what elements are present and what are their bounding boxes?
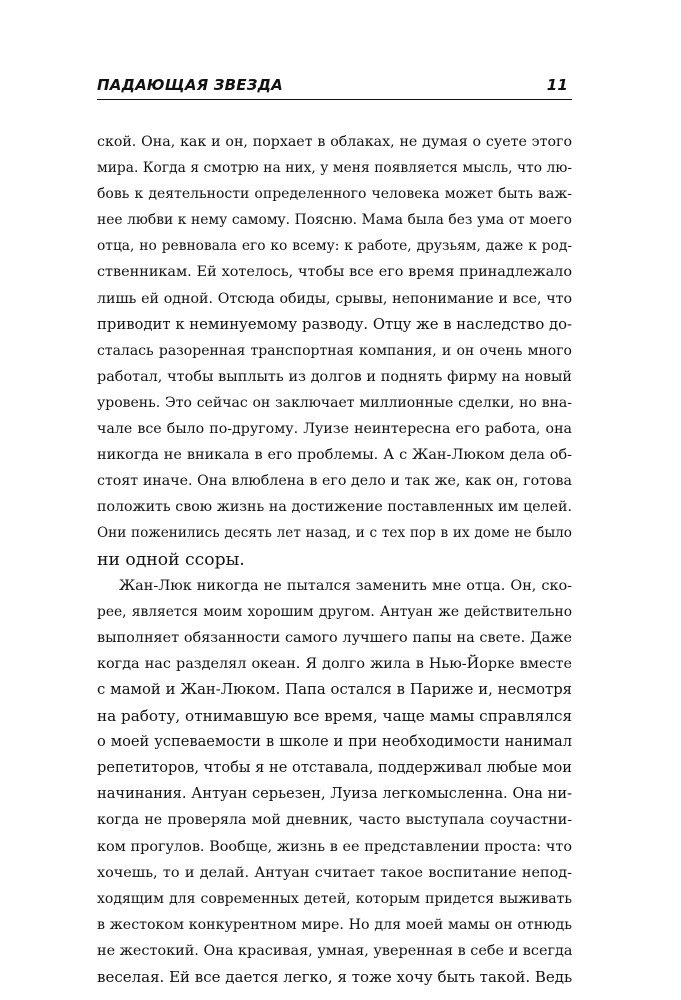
text-line: стоят иначе. Она влюблена в его дело и так же, как он, готова <box>97 473 572 490</box>
text-line: репетиторов, чтобы я не отставала, поддерживал любые мои <box>97 759 572 777</box>
text-line: когда не проверяла мой дневник, часто выступала соучастни- <box>97 812 572 829</box>
text-line: Жан-Люк никогда не пытался заменить мне отца. Он, ско- <box>119 577 572 594</box>
text-line: уровень. Это сейчас он заключает миллионные сделки, но вна- <box>97 394 572 411</box>
text-line: чале все было по-другому. Луизе неинтересна его работа, она <box>97 421 572 438</box>
text-line: когда нас разделял океан. Я долго жила в Нью-Йорке вместе <box>97 655 572 672</box>
text-line: приводит к неминуемому разводу. Отцу же в наследство до- <box>97 315 572 333</box>
text-line: ком прогулов. Вообще, жизнь в ее представлении проста: что <box>97 838 572 855</box>
text-line: бовь к деятельности определенного человека может быть важ- <box>97 186 572 203</box>
text-line: на работу, отнимавшую все время, чаще мамы справлялся <box>97 707 572 726</box>
text-line: положить свою жизнь на достижение поставленных им целей. <box>97 499 572 516</box>
text-line: никогда не вникала в его проблемы. А с Жан-Люком дела об- <box>97 447 572 464</box>
chapter-title: ПАДАЮЩАЯ ЗВЕЗДА <box>97 76 283 94</box>
text-line: нее любви к нему самому. Поясню. Мама была без ума от моего <box>97 212 572 229</box>
text-line: не жестокий. Она красивая, умная, уверенная в себе и всегда <box>97 942 572 959</box>
text-line: ственникам. Ей хотелось, чтобы все его время принадлежало <box>97 264 572 281</box>
text-line: ской. Она, как и он, порхает в облаках, не думая о суете этого <box>97 134 572 150</box>
running-header <box>97 73 572 100</box>
text-line: работал, чтобы выплыть из долгов и поднять фирму на новый <box>97 368 572 385</box>
text-line: о моей успеваемости в школе и при необходимости нанимал <box>97 733 572 751</box>
page-number: 11 <box>546 76 568 94</box>
text-line: мира. Когда я смотрю на них, у меня появляется мысль, что лю- <box>97 160 572 177</box>
paragraph-2 <box>97 573 572 991</box>
text-line: начинания. Антуан серьезен, Луиза легкомысленна. Она ни- <box>97 785 572 803</box>
text-line: ни одной ссоры. <box>97 549 245 570</box>
text-line: отца, но ревновала его ко всему: к работе, друзьям, даже к род- <box>97 238 572 255</box>
text-line: лишь ей одной. Отсюда обиды, срывы, непонимание и все, что <box>97 290 572 307</box>
text-line: в жестоком конкурентном мире. Но для моей мамы он отнюдь <box>97 916 572 933</box>
text-line: ходящим для современных детей, которым придется выживать <box>97 890 572 907</box>
text-line: сталась разоренная транспортная компания, и он очень много <box>97 342 572 359</box>
text-line: хочешь, то и делай. Антуан считает такое воспитание непод- <box>97 864 572 881</box>
text-line: веселая. Ей все дается легко, я тоже хочу быть такой. Ведь <box>97 968 572 986</box>
text-line: с мамой и Жан-Люком. Папа остался в Париже и, несмотря <box>97 680 572 698</box>
text-line: рее, является моим хорошим другом. Антуан же действительно <box>97 603 572 620</box>
text-line: выполняет обязанности самого лучшего папы на свете. Даже <box>97 629 572 646</box>
paragraph-1 <box>97 129 572 573</box>
body-text <box>97 129 572 990</box>
text-line: Они поженились десять лет назад, и с тех пор в их доме не было <box>97 525 572 542</box>
